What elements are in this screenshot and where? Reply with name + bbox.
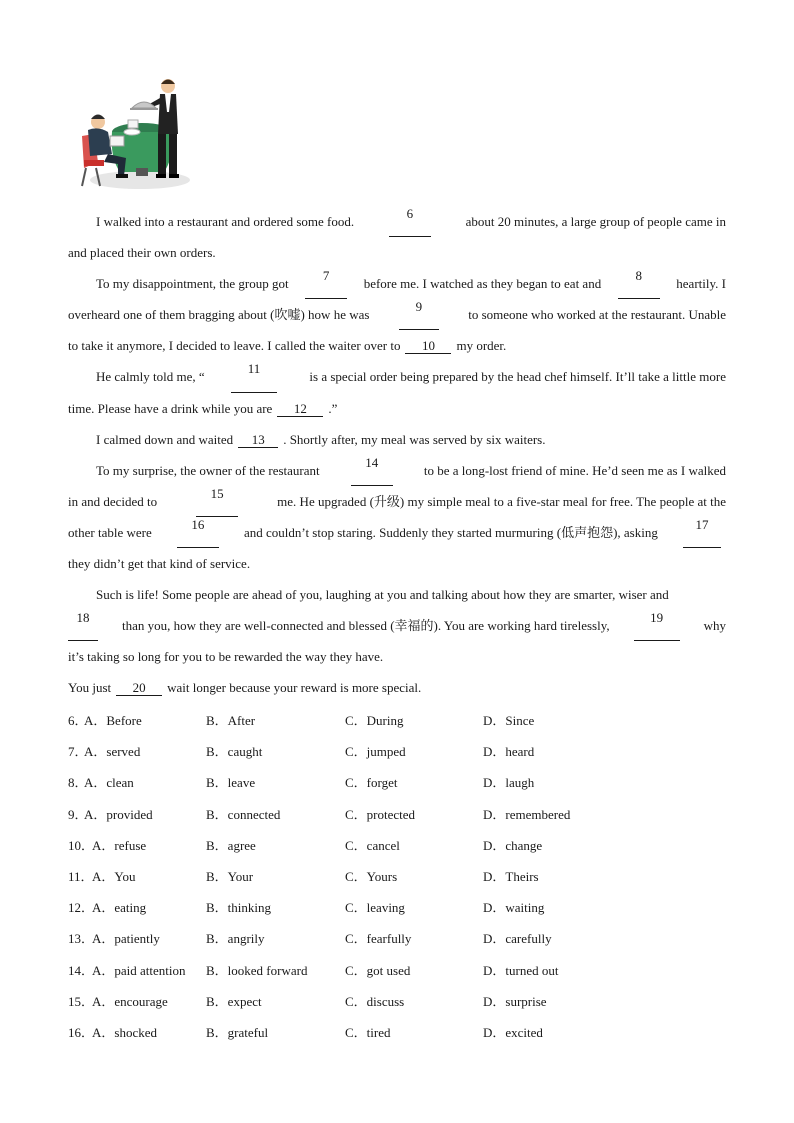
question-row: [68, 1017, 728, 1048]
option-c[interactable]: C．jumped: [345, 744, 406, 760]
passage-text: and couldn’t stop staring. Suddenly they started murmuring (低声抱怨), asking: [243, 524, 658, 540]
passage-line: [68, 517, 726, 548]
question-number: 15．: [68, 993, 95, 1009]
option-d[interactable]: D．remembered: [483, 806, 571, 822]
option-c[interactable]: C．fearfully: [345, 931, 412, 947]
passage-text: my order.: [456, 338, 507, 354]
passage-line: [68, 330, 726, 361]
option-d[interactable]: D．Theirs: [483, 868, 539, 884]
option-c[interactable]: C．discuss: [345, 993, 405, 1009]
option-a[interactable]: A．patiently: [92, 931, 160, 947]
passage-line: [68, 268, 726, 299]
question-row: [68, 892, 728, 923]
option-a[interactable]: A．You: [92, 868, 136, 884]
question-row: [68, 705, 728, 736]
option-b[interactable]: B．looked forward: [206, 962, 308, 978]
option-a[interactable]: A．served: [84, 744, 141, 760]
option-c[interactable]: C．Yours: [345, 868, 398, 884]
passage-text: wait longer because your reward is more special.: [167, 680, 422, 696]
question-number: 10．: [68, 837, 95, 853]
passage-line: [68, 672, 726, 703]
question-number: 14．: [68, 962, 95, 978]
option-a[interactable]: A．clean: [84, 775, 134, 791]
option-d[interactable]: D．laugh: [483, 775, 535, 791]
question-number: 6．: [68, 713, 88, 728]
blank-17: 17: [683, 517, 721, 548]
passage-text: why: [703, 618, 726, 634]
option-b[interactable]: B．After: [206, 713, 256, 728]
option-a[interactable]: A．shocked: [92, 1024, 157, 1040]
question-number: 11．: [68, 868, 94, 884]
question-number: 12．: [68, 900, 95, 916]
question-row: [68, 767, 728, 798]
blank-12: 12: [277, 401, 323, 417]
passage-text: overheard one of them bragging about (吹嘘) how he was: [68, 307, 370, 323]
blank-19: 19: [634, 610, 680, 641]
option-a[interactable]: A．Before: [84, 713, 142, 728]
option-a[interactable]: A．paid attention: [92, 962, 186, 978]
passage-line: Such is life! Some people are ahead of you, laughing at you and talking about how they are smarter, wiser and: [96, 587, 669, 603]
blank-11: 11: [231, 361, 277, 392]
question-row: [68, 986, 728, 1017]
option-d[interactable]: D．turned out: [483, 962, 559, 978]
cloze-passage: [68, 206, 726, 704]
option-c[interactable]: C．forget: [345, 775, 398, 791]
option-b[interactable]: B．agree: [206, 837, 256, 853]
passage-line: [68, 486, 726, 517]
passage-text: in and decided to: [68, 493, 158, 509]
passage-text: than you, how they are well-connected and blessed (幸福的). You are working hard tirelessly,: [121, 618, 610, 634]
question-row: [68, 955, 728, 986]
passage-text: to take it anymore, I decided to leave. I called the waiter over to: [68, 338, 401, 354]
passage-text: heartily. I: [676, 276, 726, 292]
option-c[interactable]: C．cancel: [345, 837, 400, 853]
question-number: 16．: [68, 1024, 95, 1040]
passage-text: . Shortly after, my meal was served by six waiters.: [283, 431, 546, 447]
passage-line: [68, 361, 726, 392]
passage-text: I walked into a restaurant and ordered some food.: [96, 214, 355, 229]
passage-line: and placed their own orders.: [68, 245, 216, 261]
passage-text: time. Please have a drink while you are: [68, 400, 273, 416]
passage-text: about 20 minutes, a large group of people came in: [465, 214, 726, 229]
question-row: [68, 923, 728, 954]
passage-text: .”: [328, 400, 338, 416]
passage-text: He calmly told me, “: [96, 369, 205, 385]
passage-text: to be a long-lost friend of mine. He’d seen me as I walked: [423, 462, 726, 478]
option-c[interactable]: C．leaving: [345, 900, 405, 916]
option-d[interactable]: D．heard: [483, 744, 535, 760]
question-number: 9．: [68, 806, 88, 822]
waiter-serving-customer-illustration: [74, 72, 202, 192]
option-b[interactable]: B．expect: [206, 993, 262, 1009]
answer-options: [68, 705, 728, 1048]
option-d[interactable]: D．surprise: [483, 993, 547, 1009]
blank-6: 6: [389, 206, 431, 237]
option-b[interactable]: B．angrily: [206, 931, 265, 947]
option-b[interactable]: B．caught: [206, 744, 263, 760]
blank-18: 18: [68, 610, 98, 641]
blank-16: 16: [177, 517, 219, 548]
blank-13: 13: [238, 432, 278, 448]
option-d[interactable]: D．excited: [483, 1024, 543, 1040]
passage-line: [68, 610, 726, 641]
question-number: 8．: [68, 775, 88, 791]
passage-line: [68, 455, 726, 486]
question-row: [68, 799, 728, 830]
blank-14: 14: [351, 455, 393, 486]
option-b[interactable]: B．Your: [206, 868, 254, 884]
option-b[interactable]: B．leave: [206, 775, 256, 791]
passage-text: To my disappointment, the group got: [96, 276, 289, 292]
blank-8: 8: [618, 268, 660, 299]
blank-20: 20: [116, 680, 162, 696]
option-c[interactable]: C．During: [345, 713, 404, 728]
option-c[interactable]: C．tired: [345, 1024, 391, 1040]
option-c[interactable]: C．got used: [345, 962, 411, 978]
passage-text: me. He upgraded (升级) my simple meal to a five-star meal for free. The people at the: [277, 493, 726, 509]
passage-line: they didn’t get that kind of service.: [68, 556, 251, 572]
passage-line: [68, 299, 726, 330]
option-c[interactable]: C．protected: [345, 806, 416, 822]
option-b[interactable]: B．thinking: [206, 900, 272, 916]
passage-text: is a special order being prepared by the head chef himself. It’ll take a little more: [309, 369, 726, 385]
passage-text: To my surprise, the owner of the restaurant: [96, 462, 320, 478]
option-a[interactable]: A．encourage: [92, 993, 168, 1009]
passage-line: [68, 424, 726, 455]
passage-text: I calmed down and waited: [96, 431, 234, 447]
passage-text: to someone who worked at the restaurant. Unable: [468, 307, 726, 323]
option-d[interactable]: D．carefully: [483, 931, 552, 947]
question-row: [68, 736, 728, 767]
option-d[interactable]: D．Since: [483, 713, 535, 728]
option-d[interactable]: D．change: [483, 837, 543, 853]
blank-9: 9: [399, 299, 439, 330]
option-d[interactable]: D．waiting: [483, 900, 545, 916]
option-b[interactable]: B．grateful: [206, 1024, 269, 1040]
question-number: 7．: [68, 744, 88, 760]
passage-text: other table were: [68, 524, 152, 540]
passage-line: it’s taking so long for you to be rewarded the way they have.: [68, 649, 384, 665]
option-a[interactable]: A．eating: [92, 900, 147, 916]
question-row: [68, 830, 728, 861]
option-a[interactable]: A．refuse: [92, 837, 147, 853]
blank-15: 15: [196, 486, 238, 517]
question-row: [68, 861, 728, 892]
passage-text: You just: [68, 680, 112, 696]
blank-10: 10: [405, 338, 451, 354]
question-number: 13．: [68, 931, 95, 947]
passage-line: [68, 393, 726, 424]
passage-line: [68, 206, 726, 237]
option-b[interactable]: B．connected: [206, 806, 281, 822]
blank-7: 7: [305, 268, 347, 299]
option-a[interactable]: A．provided: [84, 806, 153, 822]
passage-text: before me. I watched as they began to eat and: [363, 276, 602, 292]
